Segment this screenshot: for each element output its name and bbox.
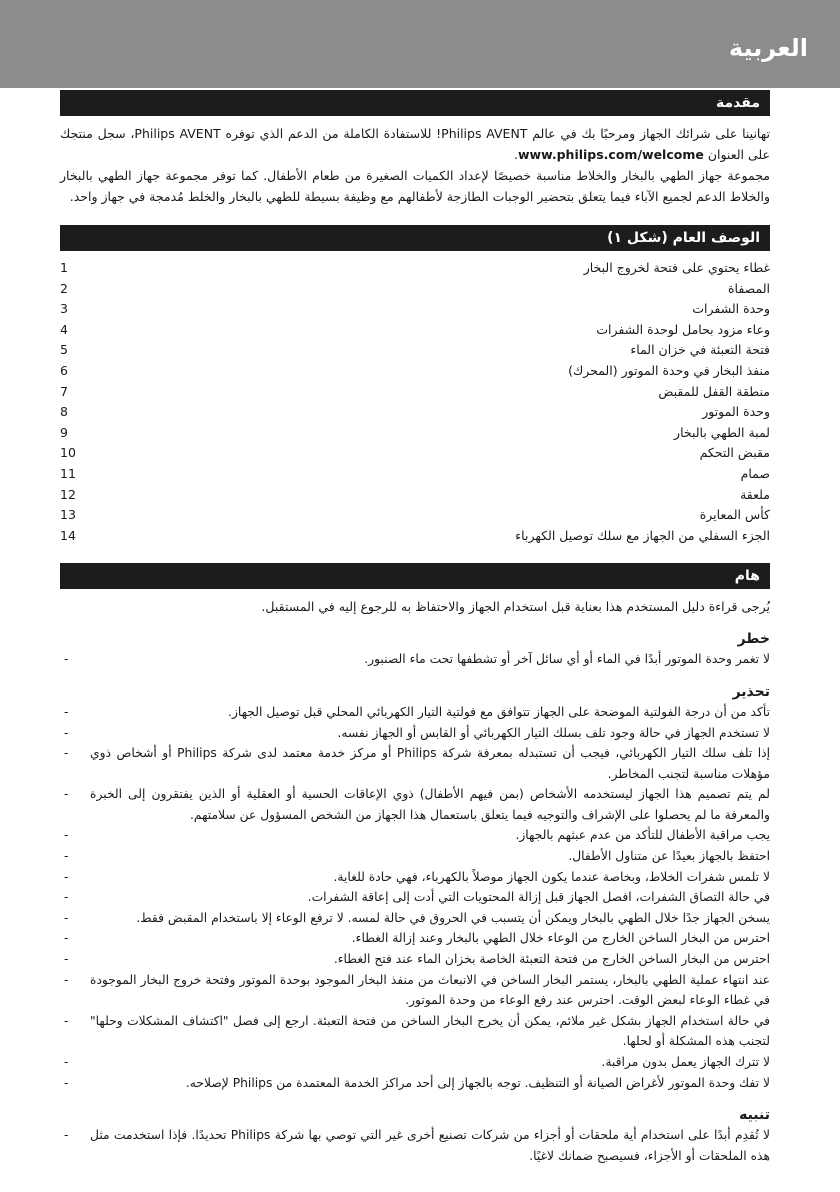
bullet-item: تأكد من أن درجة الفولتية الموضحة على الجهاز تتوافق مع فولتية التيار الكهربائي المحلي قبل توصيل الجهاز. - [60,702,770,723]
part-label: المصفاة [727,280,770,296]
part-item [60,320,770,341]
part-number: 5 [60,342,68,358]
part-number: 6 [60,362,68,378]
part-label: منطقة القفل للمقبض [658,383,770,399]
part-item [60,361,770,382]
part-number: 14 [60,527,76,543]
danger-heading: خطر [737,631,770,648]
intro-text: تهانينا على شرائك الجهاز ومرحبًا بك في عالم Philips AVENT! للاستفادة الكاملة من الدعم الذي توفره Philips AVENT، سجل منتجك على العنوان [60,126,770,162]
part-number: 12 [60,486,76,502]
bullet-item: احترس من البخار الساخن الخارج من الوعاء خلال الطهي بالبخار وعند إزالة الغطاء. - [60,928,770,949]
part-item [60,258,770,279]
part-item [60,464,770,485]
part-number: 7 [60,383,68,399]
warning-list [60,702,770,1093]
part-label: وعاء مزود بحامل لوحدة الشفرات [596,321,770,337]
part-label: وحدة الموتور [702,404,770,420]
bullet-item: لا تترك الجهاز يعمل بدون مراقبة. - [60,1052,770,1073]
part-label: فتحة التعبئة في خزان الماء [630,342,770,358]
part-number: 3 [60,301,68,317]
part-item [60,423,770,444]
part-label: مقبض التحكم [699,445,770,461]
website-url: www.philips.com/welcome [518,147,704,162]
section-heading-introduction: مقدمة [60,90,770,116]
part-label: كأس المعايرة [699,507,770,523]
part-number: 10 [60,445,76,461]
section-heading-important: هام [60,563,770,589]
danger-list [60,649,770,670]
bullet-item: لا تغمر وحدة الموتور أبدًا في الماء أو أي سائل آخر أو تشطفها تحت ماء الصنبور. - [60,649,770,670]
intro-url-tail: . [514,147,518,162]
part-item [60,402,770,423]
warning-heading: تحذير [732,683,770,700]
part-item [60,443,770,464]
part-number: 4 [60,321,68,337]
bullet-item: لم يتم تصميم هذا الجهاز ليستخدمه الأشخاص (بمن فيهم الأطفال) ذوي الإعاقات الحسية أو العقلية أو الذين يفتقرون إلى الخبرة والمعرفة ما لم يحصلوا على الإشراف والتوجيه فيما يتعلق باستعمال هذا الجهاز من الشخص المسؤول عن سلامتهم. - [60,784,770,825]
caution-list [60,1125,770,1166]
bullet-item: احتفظ بالجهاز بعيدًا عن متناول الأطفال. - [60,846,770,867]
part-item [60,340,770,361]
bullet-item: إذا تلف سلك التيار الكهربائي، فيجب أن تستبدله بمعرفة شركة Philips أو مركز خدمة معتمد لدى شركة Philips أو أشخاص ذوي مؤهلات مناسبة لتجنب المخاطر. - [60,743,770,784]
part-item [60,299,770,320]
bullet-item: عند انتهاء عملية الطهي بالبخار، يستمر البخار الساخن في الانبعاث من منفذ البخار الموجود بوحدة الموتور وفتحة خروج البخار الموجودة في غطاء الوعاء لبعض الوقت. احترس عند رفع الوعاء من وحدة الموتور. - [60,970,770,1011]
bullet-item: لا تفك وحدة الموتور لأغراض الصيانة أو التنظيف. توجه بالجهاز إلى أحد مراكز الخدمة المعتمدة من Philips لإصلاحه. - [60,1073,770,1094]
part-number: 9 [60,424,68,440]
part-number: 13 [60,507,76,523]
part-number: 11 [60,465,76,481]
part-label: وحدة الشفرات [692,301,770,317]
part-item [60,382,770,403]
part-item [60,526,770,547]
bullet-item: لا تُقدِم أبدًا على استخدام أية ملحقات أو أجزاء من شركات تصنيع أخرى غير التي توصي بها شركة Philips تحديدًا. فإذا استخدمت مثل هذه الملحقات أو الأجزاء، فسيصبح ضمانك لاغيًا. - [60,1125,770,1166]
bullet-item: في حالة استخدام الجهاز بشكل غير ملائم، يمكن أن يخرج البخار الساخن من فتحة التعبئة. ارجع إلى فصل "اكتشاف المشكلات وحلها" لتجنب هذه المشكلة أو لحلها. - [60,1011,770,1052]
parts-list [60,258,770,546]
language-label: العربية [728,34,808,62]
part-number: 8 [60,404,68,420]
part-number: 1 [60,260,68,275]
part-item [60,279,770,300]
part-label: ملعقة [740,486,770,502]
intro-paragraph-1 [60,123,770,165]
section-heading-overview: الوصف العام (شكل ١) [60,225,770,251]
part-item [60,485,770,506]
bullet-item: يجب مراقبة الأطفال للتأكد من عدم عبثهم بالجهاز. - [60,825,770,846]
bullet-item: لا تلمس شفرات الخلاط، وبخاصة عندما يكون الجهاز موصلاً بالكهرباء، فهي حادة للغاية. - [60,867,770,888]
important-intro: يُرجى قراءة دليل المستخدم هذا بعناية قبل استخدام الجهاز والاحتفاظ به للرجوع إليه في المستقبل. [261,599,770,615]
top-banner [0,0,840,88]
part-label: صمام [740,465,770,481]
part-item [60,505,770,526]
page-content [60,90,770,1166]
part-number: 2 [60,280,68,296]
bullet-item: في حالة التصاق الشفرات، افصل الجهاز قبل إزالة المحتويات التي أدت إلى إعاقة الشفرات. - [60,887,770,908]
bullet-item: احترس من البخار الساخن الخارج من فتحة التعبئة الخاصة بخزان الماء عند فتح الغطاء. - [60,949,770,970]
intro-paragraph-2: مجموعة جهاز الطهي بالبخار والخلاط مناسبة خصيصًا لإعداد الكميات الصغيرة من طعام الأطفال. كما توفر مجموعة جهاز الطهي بالبخار والخلاط الدعم لجميع الآباء فيما يتعلق بتحضير الوجبات الطازجة لأطفالهم مع وظيفة بسيطة للطهي بالبخار والخلط مُدمجة في جهاز واحد. [60,168,770,204]
part-label: غطاء يحتوي على فتحة لخروج البخار [583,260,770,275]
part-label: لمبة الطهي بالبخار [674,424,770,440]
part-label: الجزء السفلي من الجهاز مع سلك توصيل الكهرباء [515,527,770,543]
bullet-item: لا تستخدم الجهاز في حالة وجود تلف بسلك التيار الكهربائي أو القابس أو الجهاز نفسه. - [60,723,770,744]
caution-heading: تنبيه [739,1107,770,1124]
part-label: منفذ البخار في وحدة الموتور (المحرك) [568,362,770,378]
bullet-item: يسخن الجهاز جدًا خلال الطهي بالبخار ويمكن أن يتسبب في الحروق في حالة لمسه. لا ترفع الوعاء إلا باستخدام المقبض فقط. - [60,908,770,929]
